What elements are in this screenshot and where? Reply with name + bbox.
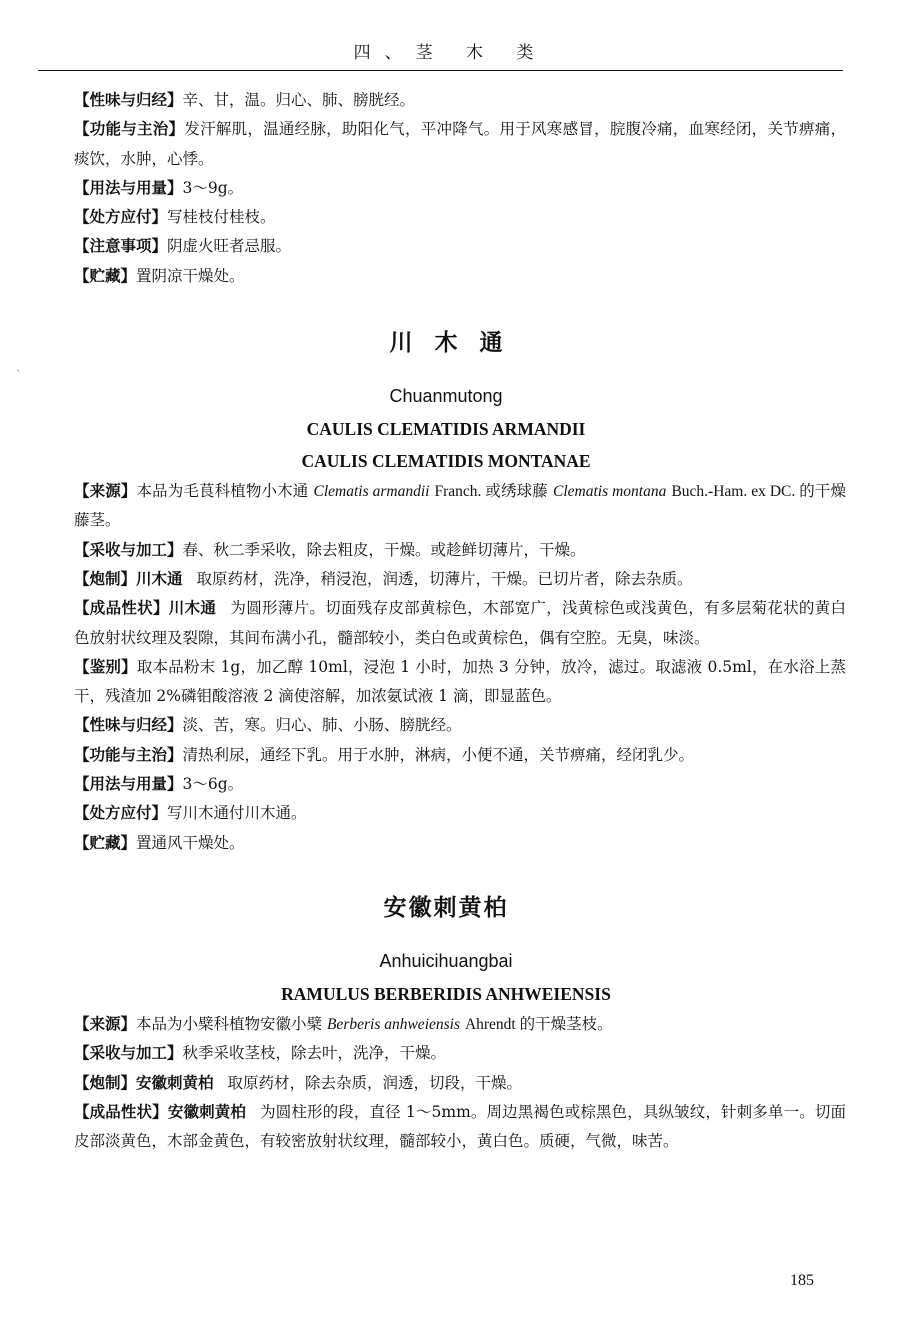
processing-entry: 【采收与加工】秋季采收茎枝，除去叶，洗净，干燥。 — [74, 1044, 447, 1063]
running-head: 四、茎 木 类 — [353, 43, 548, 63]
prev-storage-entry: 【贮藏】置阴凉干燥处。 — [74, 266, 245, 285]
processing-entry: 【采收与加工】春、秋二季采收，除去粗皮，干燥。或趁鲜切薄片，干燥。 — [74, 540, 586, 559]
monograph-latin-name: RAMULUS BERBERIDIS ANHWEIENSIS — [281, 983, 611, 1004]
nature-entry: 【性味与归经】淡、苦，寒。归心、肺、小肠、膀胱经。 — [74, 716, 462, 735]
preparation-entry: 【炮制】安徽刺黄柏 取原药材，除去杂质，润透，切段，干燥。 — [74, 1073, 523, 1092]
character-entry: 【成品性状】川木通 为圆形薄片。切面残存皮部黄棕色，木部宽广，浅黄棕色或浅黄色，有多层菊花状的黄白色放射状纹理及裂隙，其间布满小孔，髓部较小，类白色或黄棕色，偶有空腔。无臭，味淡。 — [74, 599, 846, 647]
dosage-entry: 【用法与用量】3～6g。 — [74, 775, 244, 794]
source-entry: 【来源】本品为毛茛科植物小木通 Clematis armandii Franch. 或绣球藤 Clematis montana Buch.-Ham. ex DC. 的干燥藤茎。 — [74, 482, 846, 530]
prev-nature-entry: 【性味与归经】辛、甘，温。归心、肺、膀胱经。 — [74, 91, 416, 109]
function-entry: 【功能与主治】清热利尿，通经下乳。用于水肿，淋病，小便不通，关节痹痛，经闭乳少。 — [74, 745, 695, 764]
prescription-entry: 【处方应付】写川木通付川木通。 — [74, 804, 307, 823]
identification-entry: 【鉴别】取本品粉末 1g，加乙醇 10ml，浸泡 1 小时，加热 3 分钟，放冷，滤过。取滤液 0.5ml，在水浴上蒸干，残渣加 2%磷钼酸溶液 2 滴使溶解，加浓氨试液 1 滴，即显蓝色。 — [74, 657, 846, 706]
header-rule — [38, 70, 843, 71]
prev-caution-entry: 【注意事项】阴虚火旺者忌服。 — [74, 237, 292, 256]
prev-function-entry: 【功能与主治】发汗解肌，温通经脉，助阳化气，平冲降气。用于风寒感冒，脘腹冷痛，血寒经闭，关节痹痛，痰饮，水肿，心悸。 — [74, 120, 846, 168]
prev-dosage-entry: 【用法与用量】3～9g。 — [74, 178, 244, 197]
monograph-pinyin: Chuanmutong — [389, 386, 503, 407]
page-body — [46, 86, 846, 1156]
prev-prescription-entry: 【处方应付】写桂枝付桂枝。 — [74, 208, 276, 227]
monograph-latin-name: CAULIS CLEMATIDIS ARMANDII — [306, 419, 586, 440]
storage-entry: 【贮藏】置通风干燥处。 — [74, 833, 245, 852]
monograph-pinyin: Anhuicihuangbai — [379, 950, 513, 971]
source-entry: 【来源】本品为小檗科植物安徽小檗 Berberis anhweiensis Ahrendt 的干燥茎枝。 — [74, 1014, 613, 1033]
page-number: 185 — [790, 1272, 814, 1289]
stray-mark: ` — [16, 370, 21, 381]
monograph-latin-name: CAULIS CLEMATIDIS MONTANAE — [301, 451, 591, 472]
preparation-entry: 【炮制】川木通 取原药材，洗净，稍浸泡，润透，切薄片，干燥。已切片者，除去杂质。 — [74, 569, 693, 588]
monograph-title: 安徽刺黄柏 — [383, 894, 509, 921]
monograph-title: 川木通 — [389, 330, 525, 357]
character-entry: 【成品性状】安徽刺黄柏 为圆柱形的段，直径 1～5mm。周边黑褐色或棕黑色，具纵皱纹，针刺多单一。切面皮部淡黄色，木部金黄色，有较密放射状纹理，髓部较小，黄白色。质硬，气微，味苦。 — [74, 1102, 846, 1151]
